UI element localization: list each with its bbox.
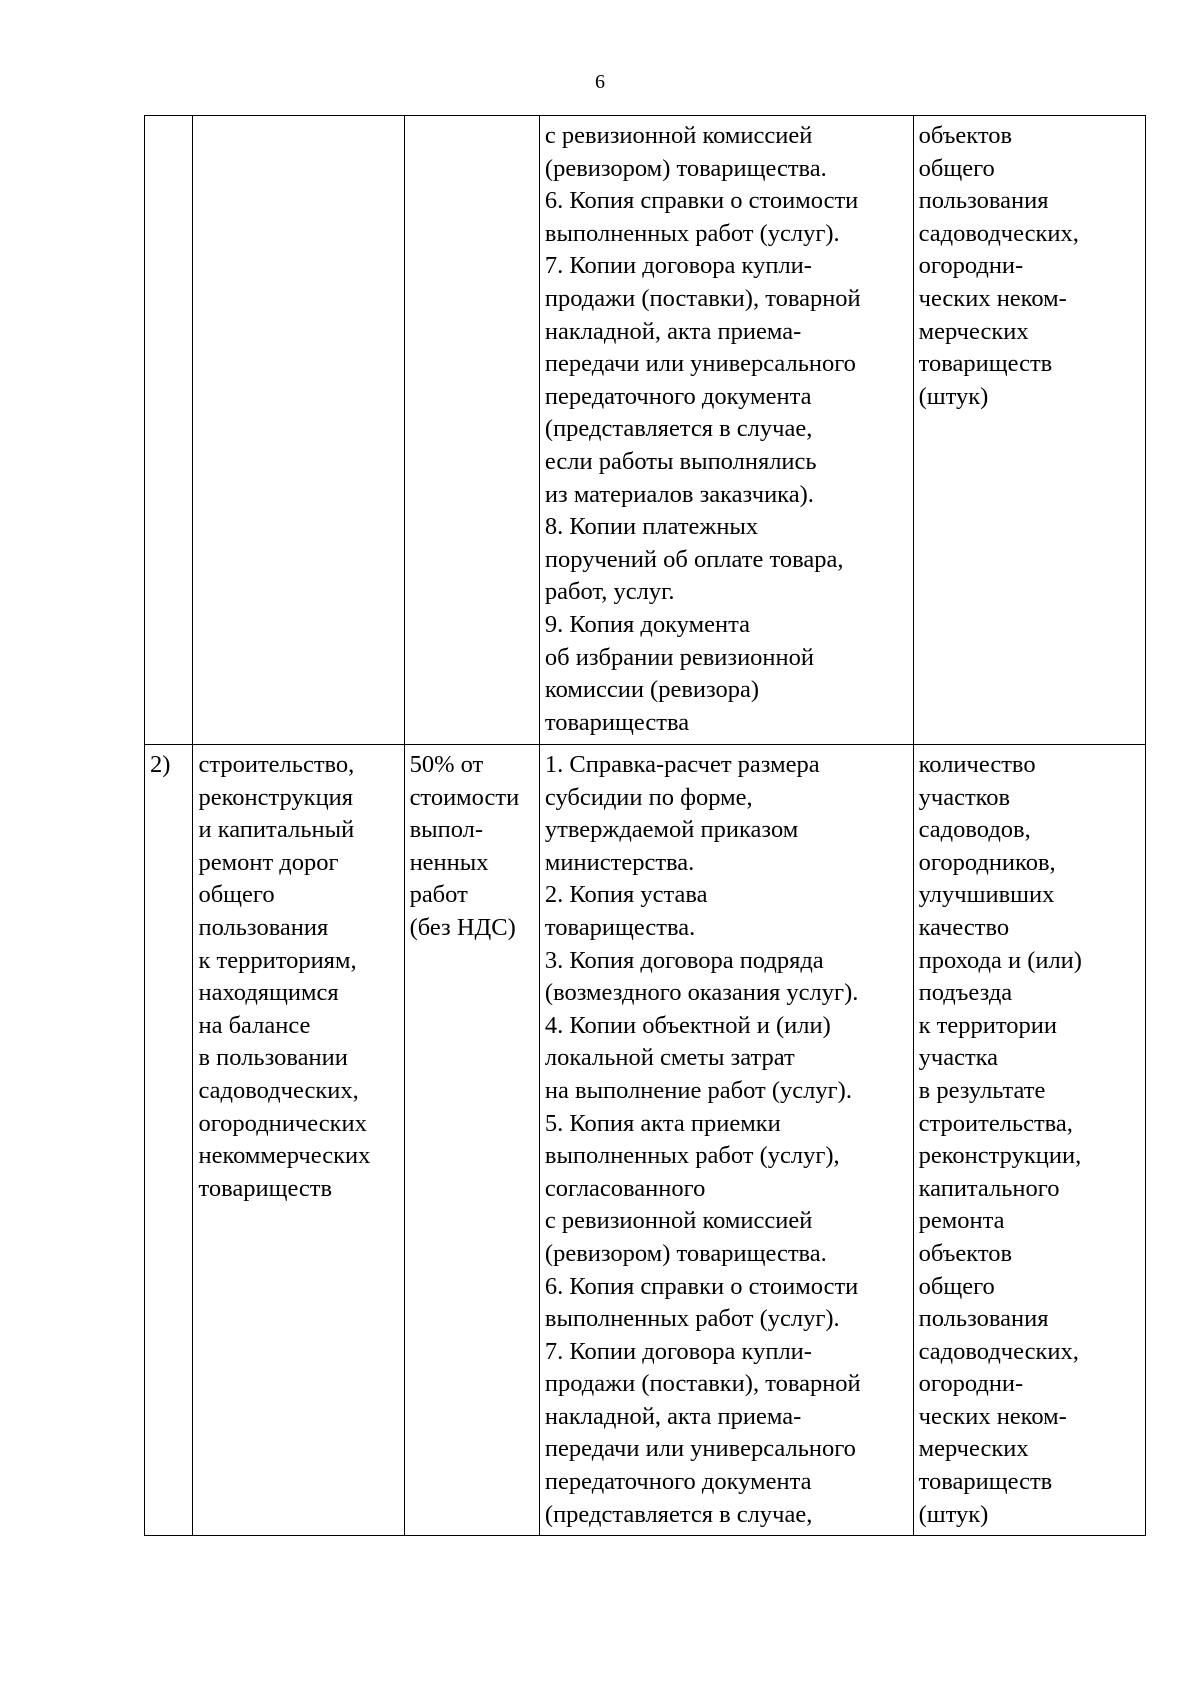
documents-list-cell: 1. Справка-расчет размера субсидии по форме, утверждаемой приказом министерства. 2. Копия устава товарищества. 3. Копия договора подряда (возмездного оказания услуг). 4. Копии объектной и (или) локальной сметы затрат на выполнение работ (услуг). 5. Копия акта приемки выполненных работ (услуг), согласованного с ревизионной комиссией (ревизором) товарищества. 6. Копия справки о стоимости выполненных работ (услуг). 7. Копии договора купли- продажи (поставки), товарной накладной, акта приема- передачи или универсального передаточного документа (представляется в случае, <box>539 745 913 1536</box>
documents-list-cell: с ревизионной комиссией (ревизором) товарищества. 6. Копия справки о стоимости выполненных работ (услуг). 7. Копии договора купли- продажи (поставки), товарной накладной, акта приема- передачи или универсального передаточного документа (представляется в случае, если работы выполнялись из материалов заказчика). 8. Копии платежных поручений об оплате товара, работ, услуг. 9. Копия документа об избрании ревизионной комиссии (ревизора) товарищества <box>539 116 913 745</box>
row-number-cell: 2) <box>145 745 193 1536</box>
work-type-cell: строительство, реконструкция и капитальный ремонт дорог общего пользования к территориям, находящимся на балансе в пользовании садоводческих, огороднических некоммерческих товариществ <box>193 745 404 1536</box>
page-number: 6 <box>595 71 605 93</box>
result-indicator-cell: количество участков садоводов, огородников, улучшивших качество прохода и (или) подъезда к территории участка в результате строительства, реконструкции, капитального ремонта объектов общего пользования садоводческих, огородни- ческих неком- мерческих товариществ (штук) <box>913 745 1145 1536</box>
result-indicator-cell: объектов общего пользования садоводческих, огородни- ческих неком- мерческих товариществ (штук) <box>913 116 1145 745</box>
row-number-cell <box>145 116 193 745</box>
requirements-table <box>144 115 1146 1536</box>
subsidy-rate-cell <box>404 116 539 745</box>
subsidy-rate-cell: 50% от стоимости выпол- ненных работ (без НДС) <box>404 745 539 1536</box>
work-type-cell <box>193 116 404 745</box>
table-row <box>145 745 1146 1536</box>
table-row <box>145 116 1146 745</box>
